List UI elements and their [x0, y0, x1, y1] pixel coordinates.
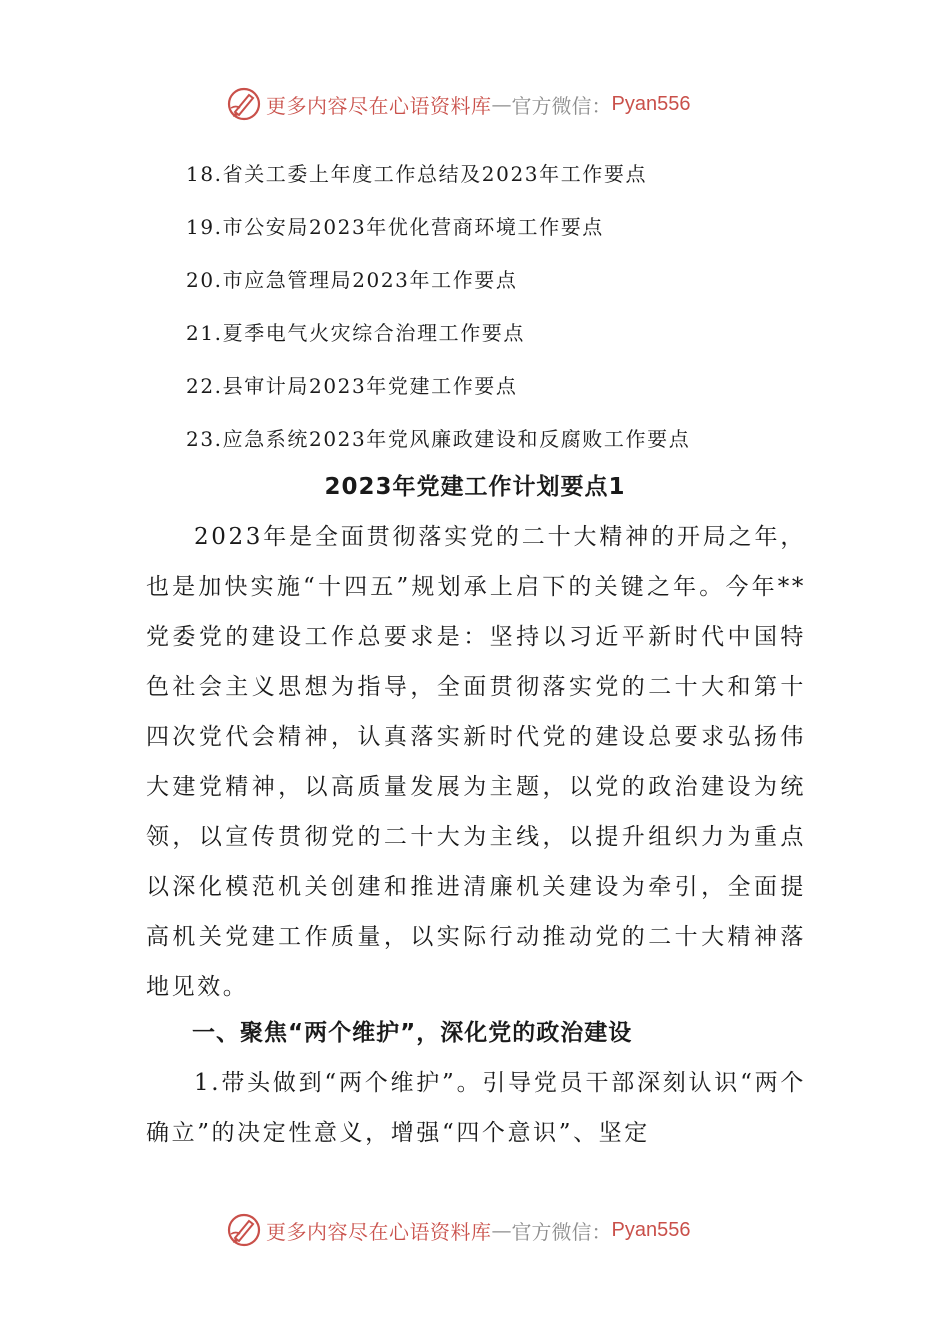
- watermark-site-text: 更多内容尽在心语资料库: [266, 93, 492, 118]
- toc-item-21: 21.夏季电气火灾综合治理工作要点: [186, 321, 526, 345]
- toc-item-19: 19.市公安局2023年优化营商环境工作要点: [186, 215, 604, 239]
- toc-item-23: 23.应急系统2023年党风廉政建设和反腐败工作要点: [186, 427, 691, 451]
- watermark-wechat-id: Pyan556: [611, 1218, 691, 1241]
- watermark-wechat-label: 官方微信：: [511, 93, 612, 118]
- watermark-site-text: 更多内容尽在心语资料库: [266, 1219, 492, 1244]
- pen-logo-icon: [226, 86, 262, 122]
- watermark-banner-top: [226, 84, 746, 124]
- section-1-heading: 一、聚焦“两个维护”，深化党的政治建设: [192, 1020, 633, 1046]
- section-1-paragraph-1: 1.带头做到“两个维护”。引导党员干部深刻认识“两个确立”的决定性意义，增强“四个意识”、坚定: [146, 1070, 806, 1146]
- pen-logo-icon: [226, 1212, 262, 1248]
- watermark-wechat-id: Pyan556: [611, 92, 691, 115]
- watermark-banner-bottom: [226, 1210, 746, 1250]
- watermark-wechat-label: 官方微信：: [511, 1219, 612, 1244]
- toc-item-22: 22.县审计局2023年党建工作要点: [186, 374, 518, 398]
- watermark-dash: —: [491, 92, 512, 116]
- watermark-dash: —: [491, 1218, 512, 1242]
- document-title: 2023年党建工作计划要点1: [324, 474, 626, 500]
- toc-item-20: 20.市应急管理局2023年工作要点: [186, 268, 518, 292]
- toc-item-18: 18.省关工委上年度工作总结及2023年工作要点: [186, 162, 648, 186]
- intro-paragraph: 2023年是全面贯彻落实党的二十大精神的开局之年，也是加快实施“十四五”规划承上启下的关键之年。今年**党委党的建设工作总要求是：坚持以习近平新时代中国特色社会主义思想为指导，全面贯彻落实党的二十大和第十四次党代会精神，认真落实新时代党的建设总要求弘扬伟大建党精神，以高质量发展为主题，以党的政治建设为统领，以宣传贯彻党的二十大为主线，以提升组织力为重点以深化模范机关创建和推进清廉机关建设为牵引，全面提高机关党建工作质量，以实际行动推动党的二十大精神落地见效。: [146, 524, 806, 1000]
